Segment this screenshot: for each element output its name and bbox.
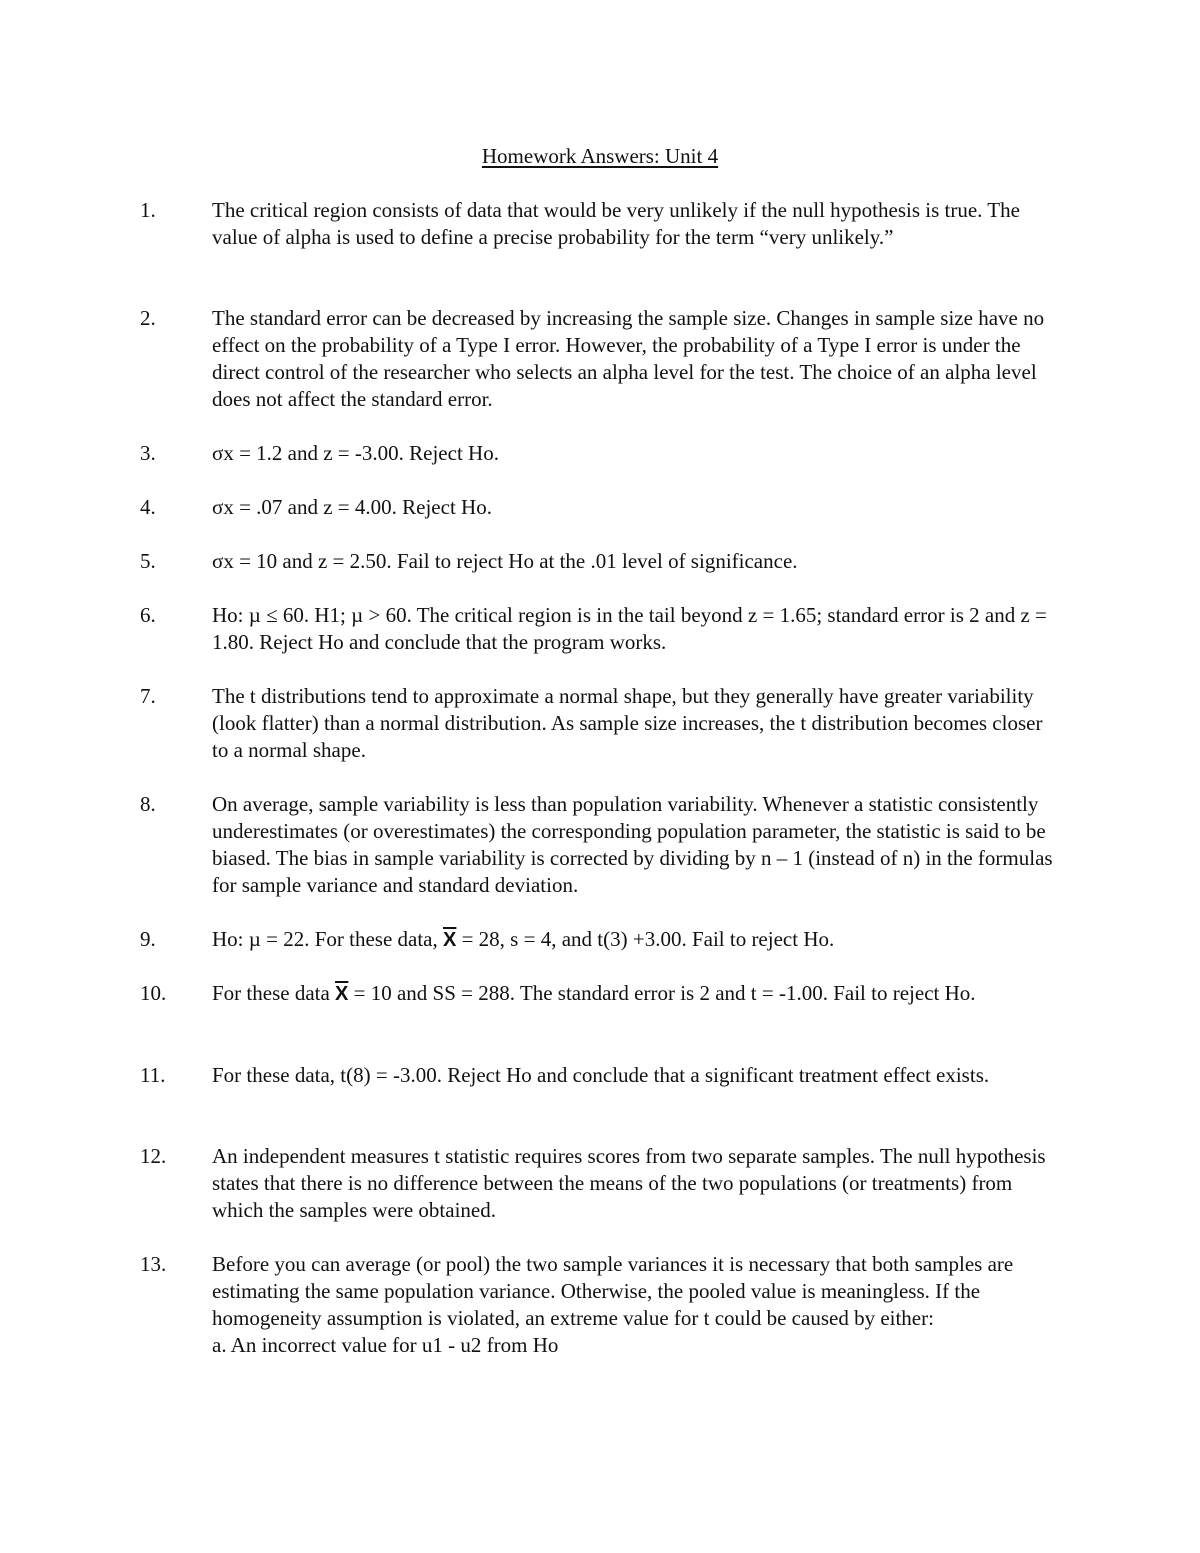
item-number: 11. <box>140 1063 166 1087</box>
item-number: 6. <box>140 603 156 627</box>
item-text: For these data, t(8) = -3.00. Reject Ho and conclude that a significant treatment effect exists. <box>212 1063 990 1087</box>
item-number: 9. <box>140 927 156 951</box>
item-text <box>212 926 1062 954</box>
answer-item-13 <box>140 1251 1070 1359</box>
item-text: σx = 1.2 and z = -3.00. Reject Ho. <box>212 441 499 465</box>
item-number: 8. <box>140 792 156 816</box>
item-text-after: = 10 and SS = 288. The standard error is 2 and t = -1.00. Fail to reject Ho. <box>348 981 976 1005</box>
item-number: 4. <box>140 495 156 519</box>
answer-item-4 <box>140 494 1070 521</box>
item-subpoint: a. An incorrect value for u1 - u2 from Ho <box>212 1333 559 1357</box>
item-text: The critical region consists of data that would be very unlikely if the null hypothesis is true. The value of alpha is used to define a precise probability for the term “very unlikely.” <box>212 198 1020 249</box>
answer-item-2 <box>140 305 1070 413</box>
item-text: An independent measures t statistic requires scores from two separate samples. The null hypothesis states that there is no difference between the means of the two populations (or treatments) from which the samples were obtained. <box>212 1144 1046 1222</box>
item-number: 10. <box>140 981 167 1005</box>
item-number: 1. <box>140 198 156 222</box>
item-number: 13. <box>140 1252 167 1276</box>
item-text: Before you can average (or pool) the two sample variances it is necessary that both samples are estimating the same population variance. Otherwise, the pooled value is meaningless. If the homogeneity assumption is violated, an extreme value for t could be caused by either: <box>212 1252 1014 1330</box>
item-text: Ho: µ ≤ 60. H1; µ > 60. The critical region is in the tail beyond z = 1.65; standard error is 2 and z = 1.80. Reject Ho and conclude that the program works. <box>212 603 1047 654</box>
document-title: Homework Answers: Unit 4 <box>481 144 719 168</box>
answer-item-6 <box>140 602 1070 656</box>
answer-item-11 <box>140 1062 1070 1089</box>
item-text: On average, sample variability is less than population variability. Whenever a statistic consistently underestimates (or overestimates) the corresponding population parameter, the statistic is said to be biased. The bias in sample variability is corrected by dividing by n – 1 (instead of n) in the formulas for sample variance and standard deviation. <box>212 792 1053 897</box>
item-text <box>212 980 1062 1008</box>
answer-item-12 <box>140 1143 1070 1224</box>
item-text: The standard error can be decreased by increasing the sample size. Changes in sample size have no effect on the probability of a Type I error. However, the probability of a Type I error is under the direct control of the researcher who selects an alpha level for the test. The choice of an alpha level does not affect the standard error. <box>212 306 1045 411</box>
item-text-before: Ho: µ = 22. For these data, <box>212 927 443 951</box>
item-number: 7. <box>140 684 156 708</box>
answer-item-1 <box>140 197 1070 251</box>
answer-item-7 <box>140 683 1070 764</box>
answer-item-3 <box>140 440 1070 467</box>
item-text-after: = 28, s = 4, and t(3) +3.00. Fail to reject Ho. <box>456 927 835 951</box>
item-number: 12. <box>140 1144 167 1168</box>
answer-item-10 <box>140 980 1070 1008</box>
item-text-wrapper <box>212 1251 1062 1359</box>
item-number: 3. <box>140 441 156 465</box>
item-text-before: For these data <box>212 981 336 1005</box>
item-text: The t distributions tend to approximate a normal shape, but they generally have greater variability (look flatter) than a normal distribution. As sample size increases, the t distribution becomes closer to a normal shape. <box>212 684 1043 762</box>
x-bar-symbol: $\overline{X}$ <box>443 929 457 951</box>
answer-item-8 <box>140 791 1070 899</box>
item-text: σx = .07 and z = 4.00. Reject Ho. <box>212 495 492 519</box>
x-bar-symbol: $\overline{X}$ <box>335 983 349 1005</box>
item-text: σx = 10 and z = 2.50. Fail to reject Ho at the .01 level of significance. <box>212 549 798 573</box>
answer-item-9 <box>140 926 1070 954</box>
item-number: 5. <box>140 549 156 573</box>
item-number: 2. <box>140 306 156 330</box>
answer-item-5 <box>140 548 1070 575</box>
